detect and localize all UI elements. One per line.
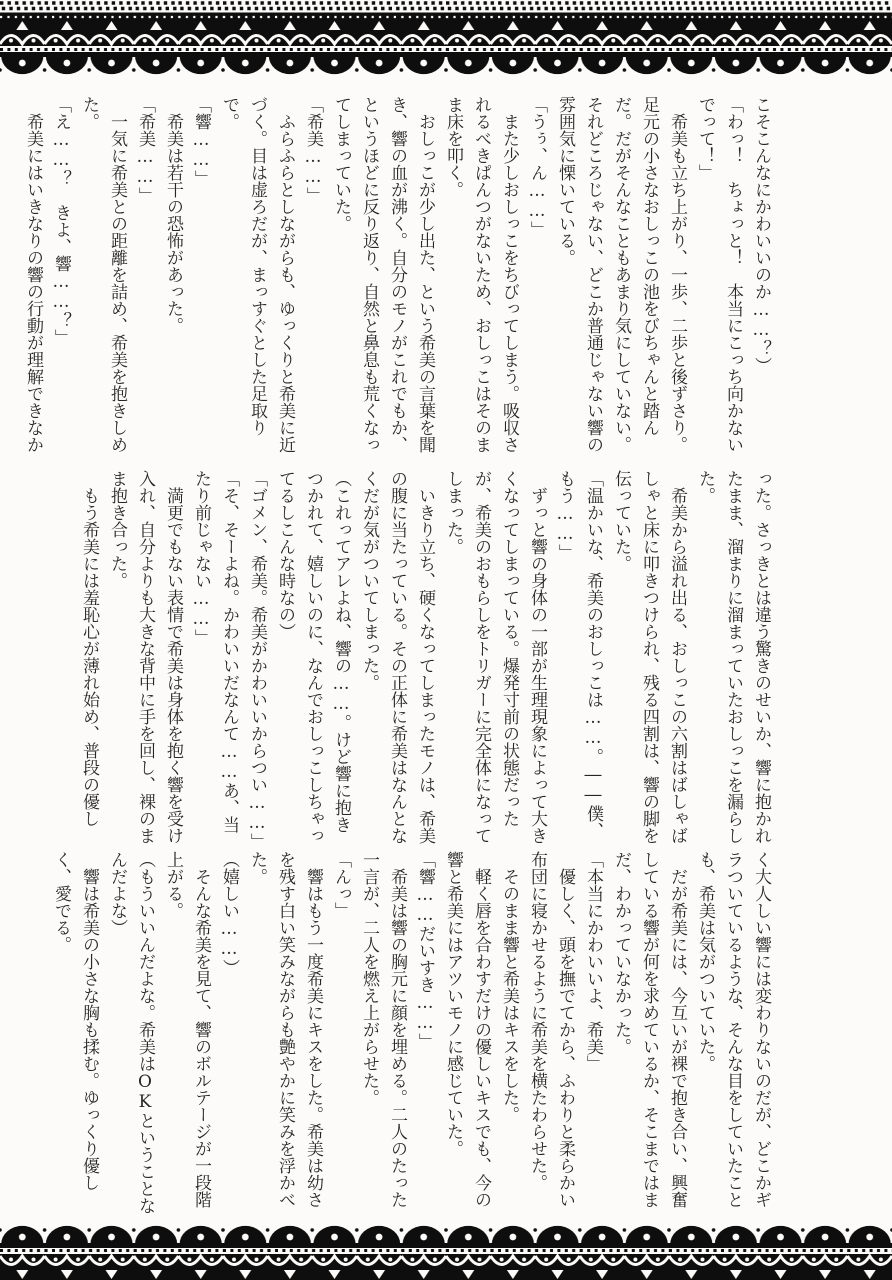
text-band-top <box>23 96 775 468</box>
paragraph: また少しおしっこをちびってしまう。吸収されるべきぱんつがないため、おしっこはそのまま床を叩く。 <box>443 96 519 453</box>
paragraph: （嬉しい……） <box>219 851 239 976</box>
paragraph: 「んっ」 <box>331 851 351 919</box>
paragraph: 「ゴメン、希美。希美がかわいいからつい……」 <box>247 470 267 850</box>
paragraph: そんな希美を見て、響のボルテージが一段階上がる。 <box>163 851 211 1208</box>
paragraph: 「わっ！ ちょっと！ 本当にこっち向かないでって！」 <box>695 96 743 453</box>
paragraph: 優しく、頭を撫でてから、ふわりと柔らかい布団に寝かせるように希美を横たわらせた。 <box>527 851 575 1208</box>
text-band-middle <box>51 470 775 850</box>
paragraph: 希美にはいきなりの響の行動が理解できなか <box>23 113 43 453</box>
paragraph: 「温かいな、希美のおしっこは……。――僕、もう……」 <box>555 470 603 839</box>
paragraph: こそこんなにかわいいのか……？） <box>751 96 771 374</box>
paragraph: 響は希美の小さな胸も揉む。ゆっくり優しく、愛でる。 <box>51 851 99 1191</box>
paragraph: 希美も立ち上がり、一歩、二歩と後ずさり。足元の小さなおしっこの池をびちゃんと踏んだ。だがそんなこともあまり気にしていない。それどころじゃない、どこか普通じゃない響の雰囲気に慄いている。 <box>555 96 687 453</box>
paragraph: 満更でもない表情で希美は身体を抱く響を受け入れ、自分よりも大きな背中に手を回し、裸のまま抱き合った。 <box>107 470 183 844</box>
paragraph: った。さっきとは違う驚きのせいか、響に抱かれたまま、溜まりに溜まっていたおしっこを漏らした。 <box>695 470 771 844</box>
paragraph: く大人しい響には変わりないのだが、どこかギラついているような、そんな目をしていたことも、希美は気がついていた。 <box>695 851 771 1208</box>
lace-border-top <box>0 0 892 78</box>
paragraph: 「響……」 <box>191 96 211 187</box>
paragraph: 一気に希美との距離を詰め、希美を抱きしめた。 <box>79 96 127 453</box>
paragraph: 響はもう一度希美にキスをした。希美は幼さを残す白い笑みながらも艶やかに笑みを浮かべた。 <box>247 851 323 1208</box>
paragraph: 「希美……」 <box>135 96 155 204</box>
paragraph: ふらふらとしながらも、ゆっくりと希美に近づく。目は虚ろだが、まっすぐとした足取りで。 <box>219 96 295 453</box>
paragraph: 希美は響の胸元に顔を埋める。二人のたった一言が、二人を燃え上がらせた。 <box>359 851 407 1208</box>
paragraph: （これってアレよね、響の……。けど響に抱きつかれて、嬉しいのに、なんでおしっこしちゃってるしこんな時なの） <box>275 470 351 844</box>
paragraph: そのまま響と希美はキスをした。 <box>499 868 519 1123</box>
paragraph: （もういいんだよな。希美はOKということなんだよな） <box>107 851 155 1214</box>
paragraph: 「本当にかわいいよ、希美」 <box>583 851 603 1072</box>
paragraph: 「うぅ、ん……」 <box>527 96 547 238</box>
text-band-bottom <box>51 851 775 1223</box>
paragraph: おしっこが少し出た、という希美の言葉を聞き、響の血が沸く。自分のモノがこれでもか、というほどに反り返り、自然と鼻息も荒くなってしまっていた。 <box>331 96 435 453</box>
paragraph: いきり立ち、硬くなってしまったモノは、希美の腹に当たっている。その正体に希美はなんとなくだが気がついてしまった。 <box>359 470 435 844</box>
paragraph: もう希美には羞恥心が薄れ始め、普段の優し <box>79 487 99 827</box>
paragraph: だが希美には、今互いが裸で抱き合い、興奮している響が何を求めているか、そこまではまだ、わかっていなかった。 <box>611 851 687 1208</box>
paragraph: 「そ、そーよね。かわいいだなんて……あ、当たり前じゃない……」 <box>191 470 239 833</box>
lace-border-bottom <box>0 1222 892 1280</box>
lace-trim-graphic-top <box>0 0 892 78</box>
paragraph: 希美から溢れ出る、おしっこの六割はばしゃばしゃと床に叩きつけられ、残る四割は、響の脚を伝っていた。 <box>611 470 687 844</box>
lace-trim-graphic-bottom <box>0 1222 892 1280</box>
paragraph: 「え……？ きよ、響……？」 <box>51 96 71 346</box>
paragraph: 「響……だいすき……」 <box>415 851 435 1050</box>
paragraph: 「希美……」 <box>303 96 323 204</box>
paragraph: 希美は若干の恐怖があった。 <box>163 113 183 334</box>
paragraph: ずっと響の身体の一部が生理現象によって大きくなってしまっている。爆発寸前の状態だったが、希美のおもらしをトリガーに完全体になってしまった。 <box>443 470 547 844</box>
paragraph: 軽く唇を合わすだけの優しいキスでも、今の響と希美にはアツいモノに感じていた。 <box>443 851 491 1208</box>
